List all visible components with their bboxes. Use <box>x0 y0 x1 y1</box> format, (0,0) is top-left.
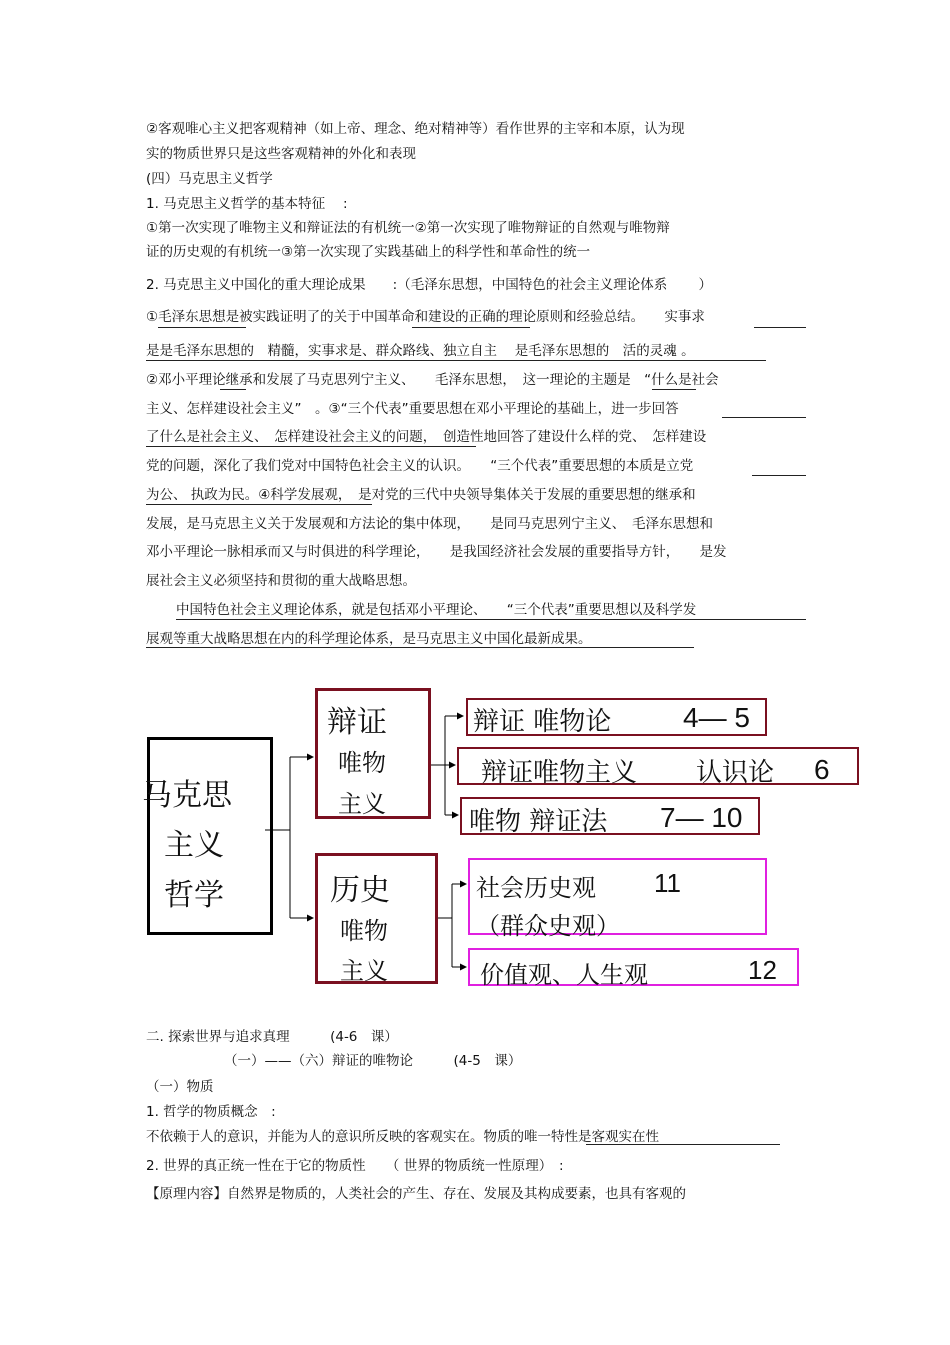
section-heading: 1. 哲学的物质概念 : <box>146 1104 276 1120</box>
text-line: 了什么是社会主义、 怎样建设社会主义的问题， 创造性地回答了建设什么样的党、 怎样建设 <box>146 429 707 445</box>
text-line: 党的问题，深化了我们党对中国特色社会主义的认识。 “三个代表”重要思想的本质是立党 <box>146 458 694 474</box>
text-line: 主义、怎样建设社会主义” 。③“三个代表”重要思想在邓小平理论的基础上，进一步回答 <box>146 401 679 417</box>
text-line: 邓小平理论一脉相承而又与时俱进的科学理论， 是我国经济社会发展的重要指导方针， 是发 <box>146 544 727 560</box>
section-heading: （一）——（六）辩证的唯物论 (4-5 课） <box>224 1053 522 1069</box>
branch1-label-2: 唯物 <box>338 749 386 777</box>
text-line: 是是毛泽东思想的 精髓，实事求是、群众路线、独立自主 是毛泽东思想的 活的灵魂 。 <box>146 343 695 359</box>
leaf3-label: 唯物 辩证法 <box>469 807 608 837</box>
text-line: 发展，是马克思主义关于发展观和方法论的集中体现， 是同马克思列宁主义、 毛泽东思想和 <box>146 516 713 532</box>
text-line: ①毛泽东思想是被实践证明了的关于中国革命和建设的正确的理论原则和经验总结。 实事求 <box>146 309 705 325</box>
text-line: 【原理内容】自然界是物质的，人类社会的产生、存在、发展及其构成要素，也具有客观的 <box>146 1186 686 1202</box>
section-heading: 2. 世界的真正统一性在于它的物质性 （ 世界的物质统一性原理） : <box>146 1158 564 1174</box>
leaf4-label-2: （群众史观） <box>476 912 620 940</box>
section-heading: 二. 探索世界与追求真理 (4-6 课） <box>146 1029 398 1045</box>
leaf4-label: 社会历史观 <box>476 874 596 902</box>
section-heading: 1. 马克思主义哲学的基本特征 : <box>146 196 348 212</box>
branch2-label-1: 历史 <box>330 873 390 908</box>
root-label-2: 主义 <box>164 828 224 863</box>
leaf5-lesson-number: 12 <box>748 955 777 985</box>
underline <box>586 1144 780 1145</box>
leaf3-lesson-number: 7— 10 <box>660 802 743 833</box>
text-line: 为公、 执政为民。④科学发展观， 是对党的三代中央领导集体关于发展的重要思想的继承和 <box>146 487 696 503</box>
branch2-label-3: 主义 <box>340 957 388 985</box>
section-heading: 2. 马克思主义中国化的重大理论成果 :（毛泽东思想，中国特色的社会主义理论体系 ） <box>146 277 713 293</box>
leaf1-lesson-number: 4— 5 <box>683 702 750 733</box>
section-heading: (四）马克思主义哲学 <box>146 171 273 187</box>
leaf5-label: 价值观、人生观 <box>480 961 648 989</box>
text-line: 不依赖于人的意识，并能为人的意识所反映的客观实在。物质的唯一特性是客观实在性 <box>146 1129 659 1145</box>
text-line: 展观等重大战略思想在内的科学理论体系，是马克思主义中国化最新成果。 <box>146 631 592 647</box>
branch1-label-1: 辩证 <box>327 705 387 740</box>
text-line: 展社会主义必须坚持和贯彻的重大战略思想。 <box>146 573 416 589</box>
leaf4-lesson-number: 11 <box>654 868 681 898</box>
section-heading: （一）物质 <box>146 1079 214 1095</box>
text-line: 中国特色社会主义理论体系，就是包括邓小平理论、 “三个代表”重要思想以及科学发 <box>176 602 697 618</box>
text-line: ①第一次实现了唯物主义和辩证法的有机统一②第一次实现了唯物辩证的自然观与唯物辩 <box>146 220 670 236</box>
text-line: 实的物质世界只是这些客观精神的外化和表现 <box>146 146 416 162</box>
root-label-3: 哲学 <box>164 878 224 913</box>
leaf2-label: 辩证唯物主义 <box>481 758 638 788</box>
root-label-1: 马克思 <box>142 778 232 813</box>
text-line: ②邓小平理论继承和发展了马克思列宁主义、 毛泽东思想， 这一理论的主题是 “什么是社会 <box>146 372 719 388</box>
text-line: 证的历史观的有机统一③第一次实现了实践基础上的科学性和革命性的统一 <box>146 244 591 260</box>
leaf2-label-2: 认识论 <box>696 758 775 788</box>
text-line: ②客观唯心主义把客观精神（如上帝、理念、绝对精神等）看作世界的主宰和本原，认为现 <box>146 121 685 137</box>
leaf1-label: 辩证 唯物论 <box>473 707 612 737</box>
branch1-label-3: 主义 <box>338 790 386 818</box>
branch2-label-2: 唯物 <box>340 917 388 945</box>
leaf2-lesson-number: 6 <box>814 754 830 785</box>
